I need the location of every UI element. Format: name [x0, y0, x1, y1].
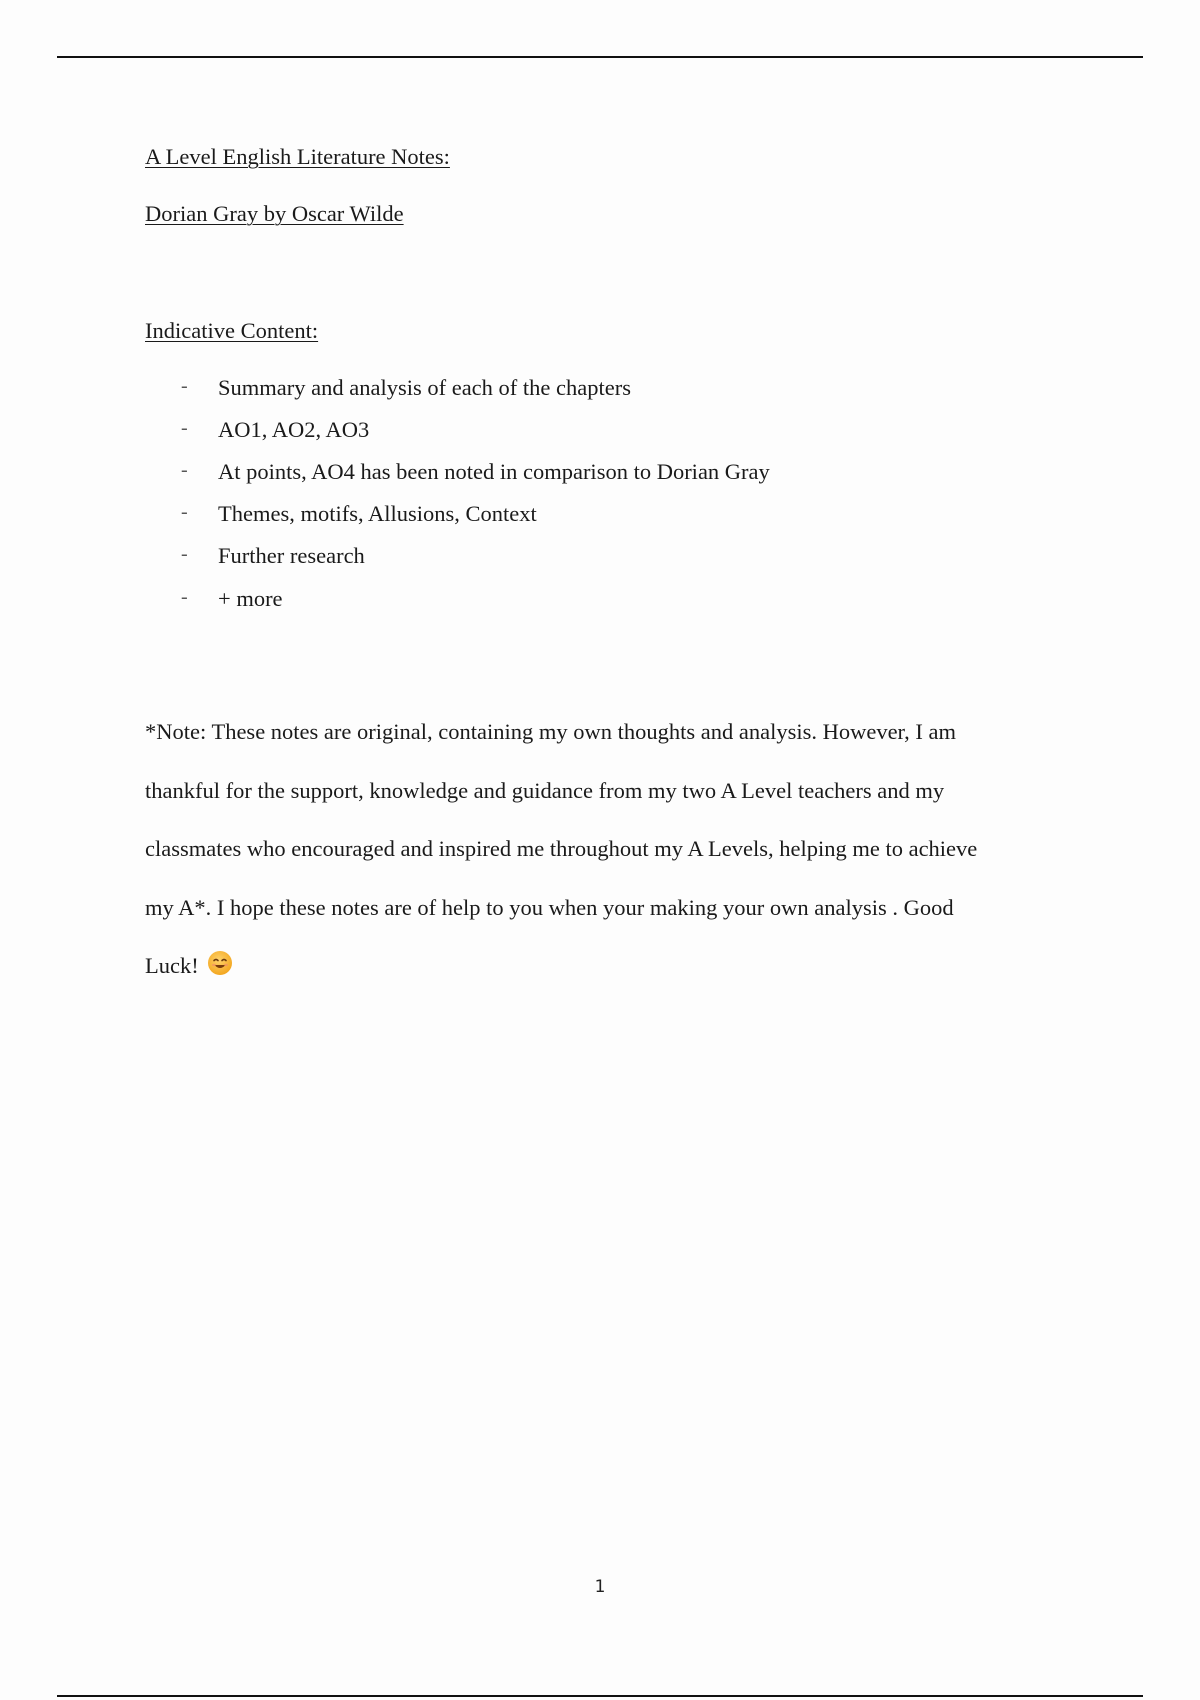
footer-rule: [57, 1695, 1143, 1697]
bullet-marker: -: [181, 543, 188, 565]
document-title: A Level English Literature Notes:: [145, 144, 450, 169]
bullet-marker: -: [181, 417, 188, 439]
bullet-marker: -: [181, 586, 188, 608]
note-line-text: Luck!: [145, 953, 199, 978]
note-line: my A*. I hope these notes are of help to you when your making your own analysis . Good: [145, 894, 954, 920]
document-subtitle: Dorian Gray by Oscar Wilde: [145, 201, 404, 226]
note-paragraph: [145, 703, 1075, 996]
smiling-face-icon: [207, 950, 233, 976]
note-line: classmates who encouraged and inspired me throughout my A Levels, helping me to achieve: [145, 836, 978, 861]
list-item-text: AO1, AO2, AO3: [218, 417, 370, 442]
list-item-text: At points, AO4 has been noted in comparison to Dorian Gray: [218, 459, 770, 484]
bullet-marker: -: [181, 501, 188, 523]
note-line-last: [145, 937, 1075, 996]
list-item-text: Themes, motifs, Allusions, Context: [218, 501, 537, 526]
list-item-text: Further research: [218, 543, 365, 568]
section-heading: Indicative Content:: [145, 318, 319, 343]
list-item-text: + more: [218, 586, 283, 611]
bullet-marker: -: [181, 459, 188, 481]
note-line: *Note: These notes are original, containing my own thoughts and analysis. However, I am: [145, 719, 956, 744]
header-rule: [57, 56, 1143, 58]
list-item-text: Summary and analysis of each of the chapters: [218, 375, 631, 400]
note-line: thankful for the support, knowledge and guidance from my two A Level teachers and my: [145, 777, 945, 803]
page-number: 1: [594, 1577, 606, 1597]
bullet-marker: -: [181, 375, 188, 397]
